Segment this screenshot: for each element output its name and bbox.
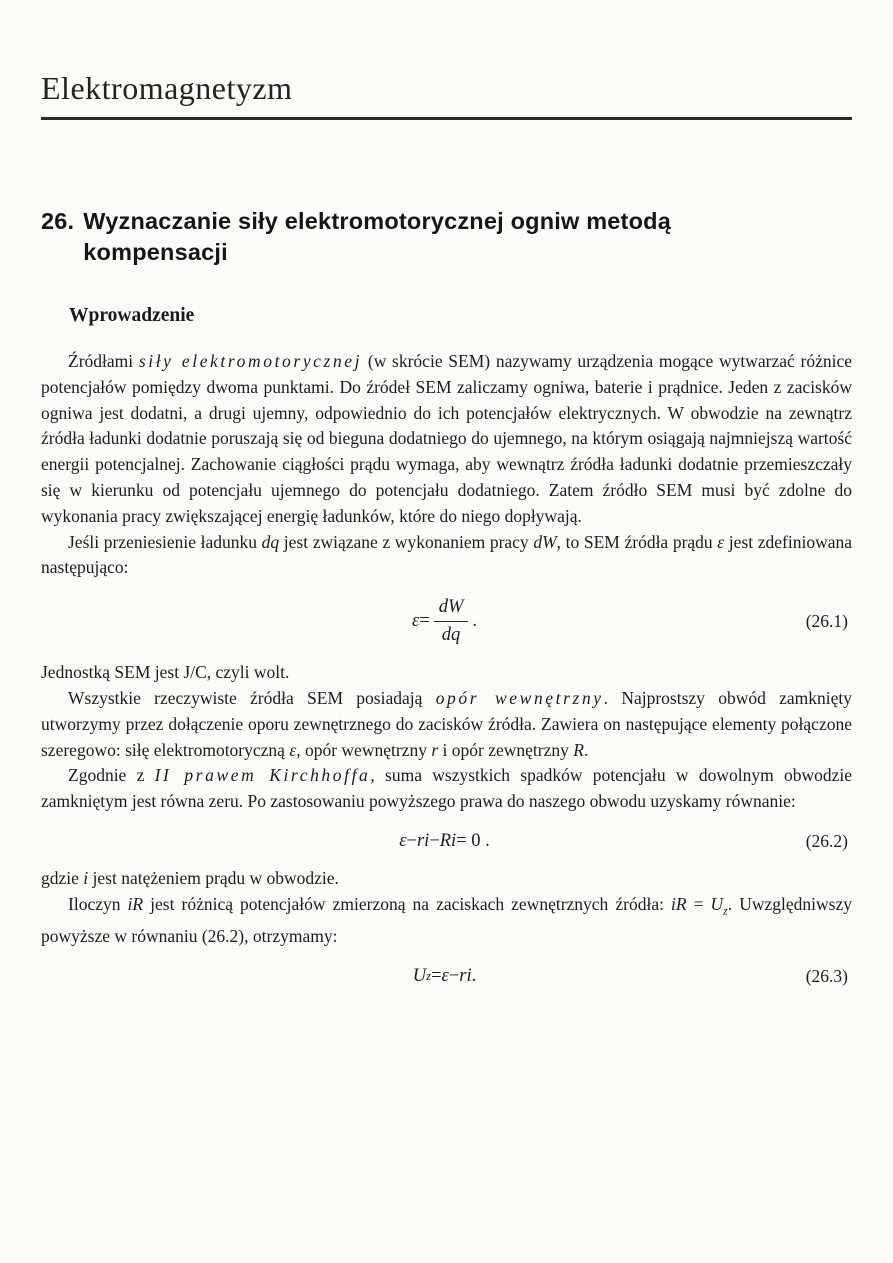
fraction-numerator: dW (434, 597, 469, 622)
body-text (41, 349, 852, 987)
equation-equals: = (419, 611, 430, 632)
section-number: 26. (41, 208, 75, 234)
paragraph-internal-resistance: Wszystkie rzeczywiste źródła SEM posiadają opór wewnętrzny. Najprostszy obwód zamknięty utworzymy przez dołączenie oporu zewnętrznego do zacisków źródła. Zawiera on następujące elementy połączone szeregowo: siłę elektromotoryczną ε, opór wewnętrzny r i opór zewnętrzny R. (41, 687, 853, 760)
equation-26-1-body (412, 597, 477, 646)
section-title (83, 206, 671, 269)
subsection-heading: Wprowadzenie (69, 304, 195, 326)
section-heading (41, 206, 852, 269)
paragraph-kirchhoff-law: Zgodnie z II prawem Kirchhoffa, suma wszystkich spadków potencjału w dowolnym obwodzie zamkniętym jest równa zeru. Po zastosowaniu powyższego prawa do naszego obwodu uzyskamy równanie: (41, 765, 852, 812)
equation-26-2-body: ε − ri − Ri = 0 . (399, 830, 490, 851)
equation-26-2 (41, 831, 852, 852)
paragraph-sources-of-emf: Źródłami siły elektromotorycznej (w skrócie SEM) nazywamy urządzenia mogące wytwarzać różnice potencjałów pomiędzy dwoma punktami. Do źródeł SEM zaliczamy ogniwa, baterie i prądnice. Jeden z zacisków ogniwa jest dodatni, a drugi ujemny, odpowiednio do ich potencjałów elektrycznych. W obwodzie na zewnątrz źródła ładunki dodatnie poruszają się od bieguna dodatniego do ujemnego, na którym osiągają najmniejszą wartość energii potencjalnej. Zachowanie ciągłości prądu wymaga, aby wewnątrz źródła ładunki dodatnie przemieszczały się w kierunku od potencjału ujemnego do potencjału dodatniego. Zatem źródło SEM musi być zdolne do wykonania pracy zwiększającej energię ładunków, które do niego dopływają. (41, 350, 852, 526)
equation-number: (26.1) (805, 611, 848, 632)
equation-lhs: ε (411, 611, 420, 632)
chapter-running-title: Elektromagnetyzm (41, 70, 293, 106)
equation-26-3 (41, 966, 852, 987)
page-header (41, 70, 852, 120)
header-rule (41, 117, 852, 120)
equation-26-3-body: U z = ε − ri . (412, 965, 477, 986)
section-title-line-2: kompensacji (83, 239, 228, 266)
equation-number: (26.2) (805, 830, 848, 851)
page-body (41, 206, 852, 987)
equation-26-1 (41, 597, 852, 646)
equation-suffix: . (472, 611, 478, 632)
paragraph-terminal-voltage: Iloczyn iR jest różnicą potencjałów zmierzoną na zaciskach zewnętrznych źródła: iR = $U_z$. Uwzględniwszy powyższe w równaniu (26.2), otrzymamy: (41, 893, 852, 947)
paragraph-emf-unit: Jednostką SEM jest J/C, czyli wolt. (41, 662, 290, 683)
paragraph-emf-definition-intro: Jeśli przeniesienie ładunku dq jest związane z wykonaniem pracy dW, to SEM źródła prądu ε jest zdefiniowana następująco: (41, 531, 852, 578)
section-title-line-1: Wyznaczanie siły elektromotorycznej ogniw metodą (83, 208, 671, 234)
fraction-denominator: dq (441, 625, 461, 646)
paragraph-current-definition: gdzie i jest natężeniem prądu w obwodzie. (41, 867, 339, 888)
equation-number: (26.3) (805, 965, 849, 986)
fraction (434, 597, 469, 646)
